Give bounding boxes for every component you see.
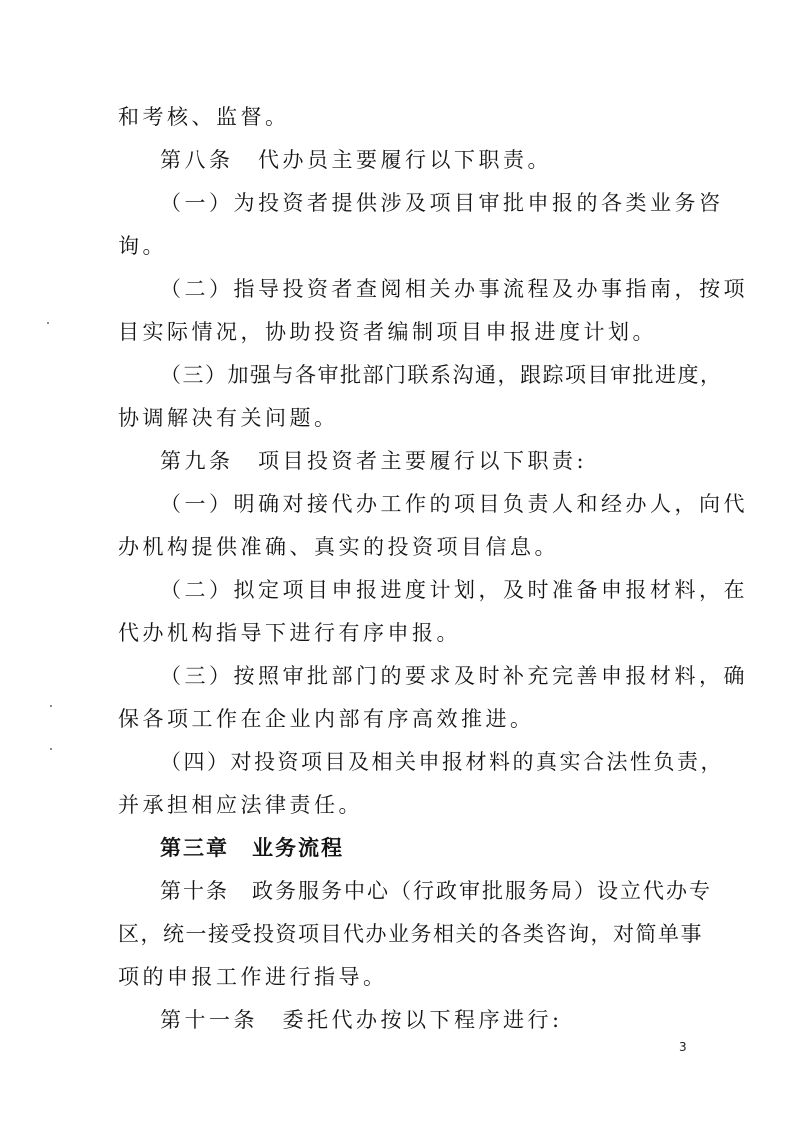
- text-line: （一）为投资者提供涉及项目审批申报的各类业务咨: [160, 191, 724, 215]
- scan-speck: [50, 748, 52, 750]
- article-9-heading: 第九条 项目投资者主要履行以下职责:: [160, 449, 588, 473]
- text-line: 询。: [118, 234, 167, 258]
- text-line: 和考核、监督。: [118, 105, 290, 129]
- scan-speck: [47, 322, 49, 324]
- text-line: 项的申报工作进行指导。: [118, 965, 388, 989]
- text-line: 保各项工作在企业内部有序高效推进。: [118, 707, 535, 731]
- text-line: 区，统一接受投资项目代办业务相关的各类咨询，对简单事: [118, 922, 703, 946]
- text-line: （二）拟定项目申报进度计划，及时准备申报材料，在: [160, 578, 748, 602]
- text-line: 代办机构指导下进行有序申报。: [118, 621, 461, 645]
- scan-speck: [50, 705, 52, 707]
- text-line: 并承担相应法律责任。: [118, 793, 363, 817]
- article-10-heading: 第十条 政务服务中心（行政审批服务局）设立代办专: [160, 879, 712, 903]
- page-number: 3: [679, 1040, 687, 1054]
- text-line: 目实际情况，协助投资者编制项目申报进度计划。: [118, 320, 657, 344]
- text-line: （二）指导投资者查阅相关办事流程及办事指南，按项: [160, 277, 748, 301]
- chapter-3-heading: 第三章 业务流程: [160, 836, 344, 860]
- article-8-heading: 第八条 代办员主要履行以下职责。: [160, 148, 552, 172]
- text-line: （一）明确对接代办工作的项目负责人和经办人，向代: [160, 492, 748, 516]
- article-11-heading: 第十一条 委托代办按以下程序进行:: [160, 1008, 563, 1032]
- text-line: （三）按照审批部门的要求及时补充完善申报材料，确: [160, 664, 748, 688]
- text-line: （四）对投资项目及相关申报材料的真实合法性负责，: [160, 750, 724, 774]
- text-line: 协调解决有关问题。: [118, 406, 339, 430]
- text-line: 办机构提供准确、真实的投资项目信息。: [118, 535, 559, 559]
- text-line: （三）加强与各审批部门联系沟通，跟踪项目审批进度，: [160, 363, 723, 387]
